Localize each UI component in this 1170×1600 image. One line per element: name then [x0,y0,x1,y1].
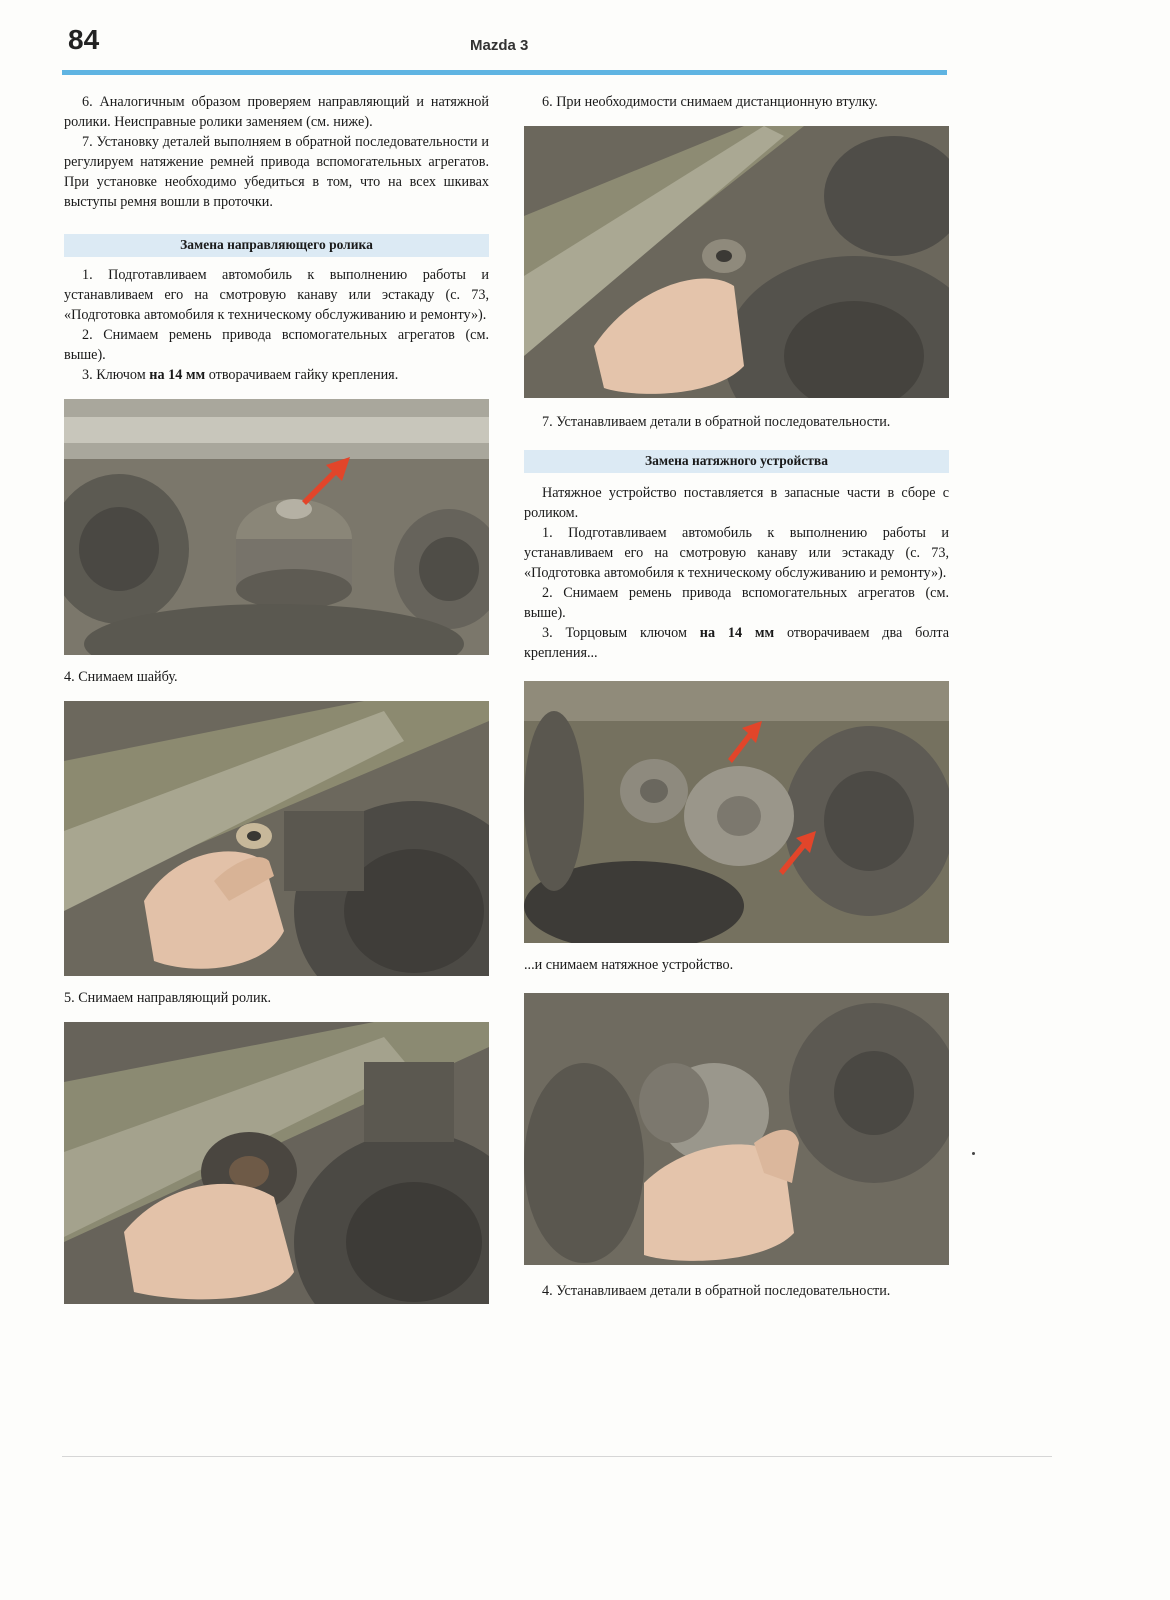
tensioner-step-3-bold: на 14 мм [699,625,775,641]
tensioner-intro: Натяжное устройство поставляется в запасные части в сборе с роликом. [524,485,949,521]
tensioner-step-3-suffix: отворачиваем два болта крепления... [524,625,950,661]
guide-step-3 [64,365,489,385]
guide-step-3-bold: на 14 мм [149,367,206,383]
tensioner-step-2: 2. Снимаем ремень привода вспомогательных агрегатов (см. выше). [524,585,949,621]
left-column [64,92,489,1304]
tensioner-step-3-prefix: 3. Торцовым ключом [542,625,700,641]
photo-washer-removal [64,701,489,976]
caption-reinstall-guide: 7. Устанавливаем детали в обратной последовательности. [542,414,891,430]
photo-tensioner-removal [524,993,949,1265]
caption-reinstall-tensioner: 4. Устанавливаем детали в обратной последовательности. [542,1283,891,1299]
section-heading-guide-roller: Замена направляющего ролика [64,234,489,257]
tensioner-step-3 [524,623,949,663]
running-title: Mazda 3 [470,37,529,54]
caption-remove-tensioner: ...и снимаем натяжное устройство. [524,957,734,973]
section-heading-tensioner: Замена натяжного устройства [524,450,949,473]
paragraph-step-7: 7. Установку деталей выполняем в обратной последовательности и регулируем натяжение ремней привода вспомогательных агрегатов. При установке необходимо убедиться в том, что на всех шкивах выступы ремня вошли в проточки. [64,134,489,210]
guide-step-3-prefix: 3. Ключом [82,367,150,383]
guide-step-1: 1. Подготавливаем автомобиль к выполнению работы и устанавливаем его на смотровую канаву или эстакаду (с. 73, «Подготовка автомобиля к техническому обслуживанию и ремонту»). [64,267,489,323]
stray-dot [972,1152,975,1155]
guide-step-3-suffix: отворачиваем гайку крепления. [205,367,399,383]
photo-tensioner-bolts [524,681,949,943]
bottom-rule [62,1456,1052,1457]
tensioner-step-1: 1. Подготавливаем автомобиль к выполнению работы и устанавливаем его на смотровую канаву или эстакаду (с. 73, «Подготовка автомобиля к техническому обслуживанию и ремонту»). [524,525,949,581]
paragraph-step-6: 6. Аналогичным образом проверяем направляющий и натяжной ролики. Неисправные ролики заменяем (см. ниже). [64,94,489,130]
guide-step-2: 2. Снимаем ремень привода вспомогательных агрегатов (см. выше). [64,327,489,363]
header-rule [62,70,947,75]
caption-remove-washer: 4. Снимаем шайбу. [64,669,178,685]
photo-spacer-removal [524,126,949,398]
right-column [524,92,949,1301]
caption-remove-guide-roller: 5. Снимаем направляющий ролик. [64,990,272,1006]
page-number: 84 [68,24,100,55]
caption-remove-spacer: 6. При необходимости снимаем дистанционную втулку. [542,94,878,110]
photo-nut-removal [64,399,489,655]
photo-guide-roller-removal [64,1022,489,1304]
